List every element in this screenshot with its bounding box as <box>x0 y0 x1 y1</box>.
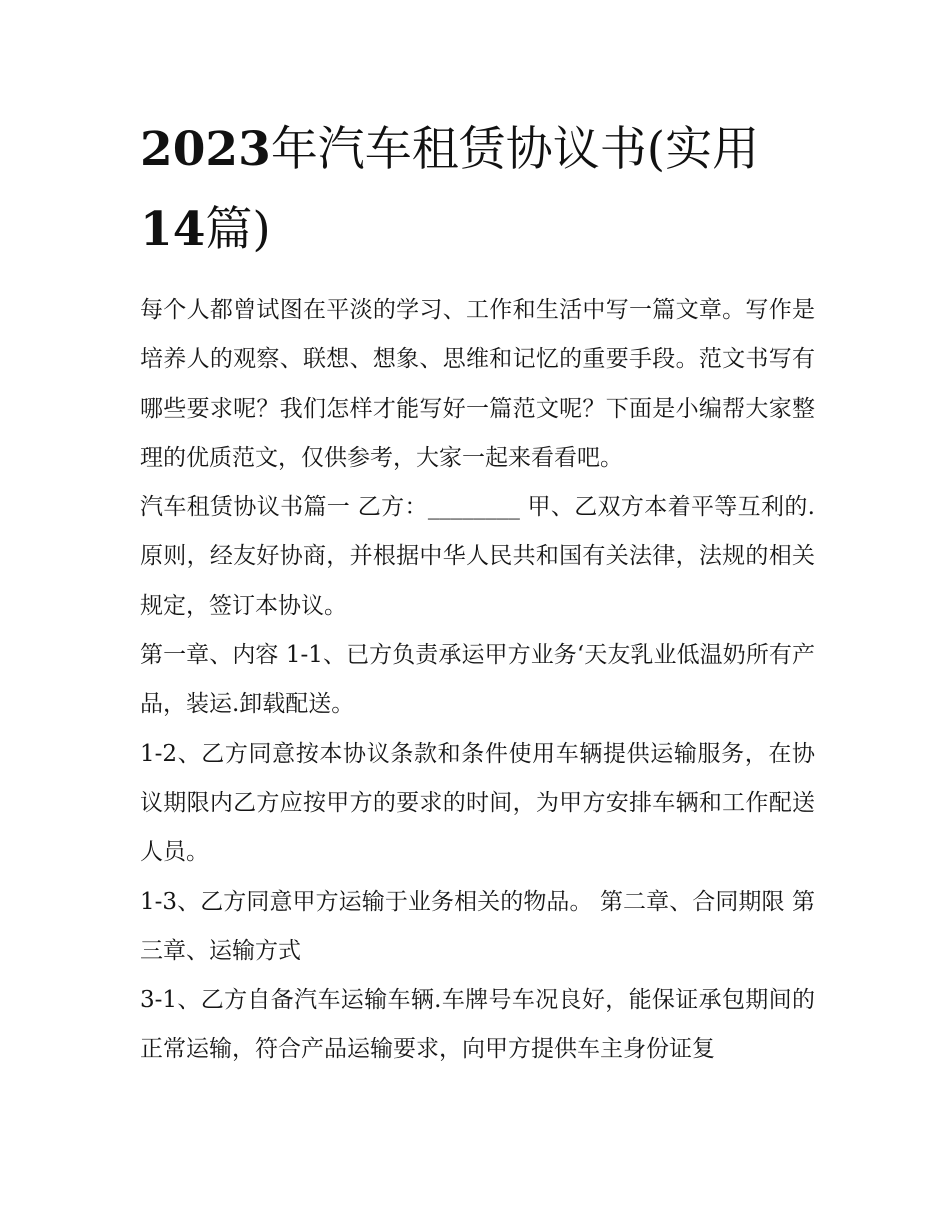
paragraph-preamble: 汽车租赁协议书篇一 乙方：________ 甲、乙双方本着平等互利的.原则，经友好协商，并根据中华人民共和国有关法律，法规的相关规定，签订本协议。 <box>140 494 815 619</box>
title-count: 14 <box>140 202 206 257</box>
document-title <box>140 110 815 270</box>
paragraph-clause-1-2: 1-2、乙方同意按本协议条款和条件使用车辆提供运输服务，在协议期限内乙方应按甲方的要求的时间，为甲方安排车辆和工作配送人员。 <box>140 740 815 866</box>
title-year: 2023 <box>140 122 271 177</box>
paragraph-clause-1-3: 1-3、乙方同意甲方运输于业务相关的物品。 第二章、合同期限 第三章、运输方式 <box>140 888 815 964</box>
document-body <box>140 286 815 1075</box>
paragraph-clause-3-1: 3-1、乙方自备汽车运输车辆.车牌号车况良好，能保证承包期间的正常运输，符合产品运输要求，向甲方提供车主身份证复 <box>140 987 815 1063</box>
title-main: 年汽车租赁协议书(实用 <box>270 122 760 177</box>
title-end: 篇) <box>205 202 271 257</box>
document-content <box>140 110 815 1075</box>
paragraph-chapter-1: 第一章、内容 1-1、已方负责承运甲方业务‘天友乳业低温奶所有产品，装运.卸载配送。 <box>140 642 815 718</box>
paragraph-intro: 每个人都曾试图在平淡的学习、工作和生活中写一篇文章。写作是培养人的观察、联想、想象、思维和记忆的重要手段。范文书写有哪些要求呢？我们怎样才能写好一篇范文呢？下面是小编帮大家整理的优质范文，仅供参考，大家一起来看看吧。 <box>140 297 815 471</box>
